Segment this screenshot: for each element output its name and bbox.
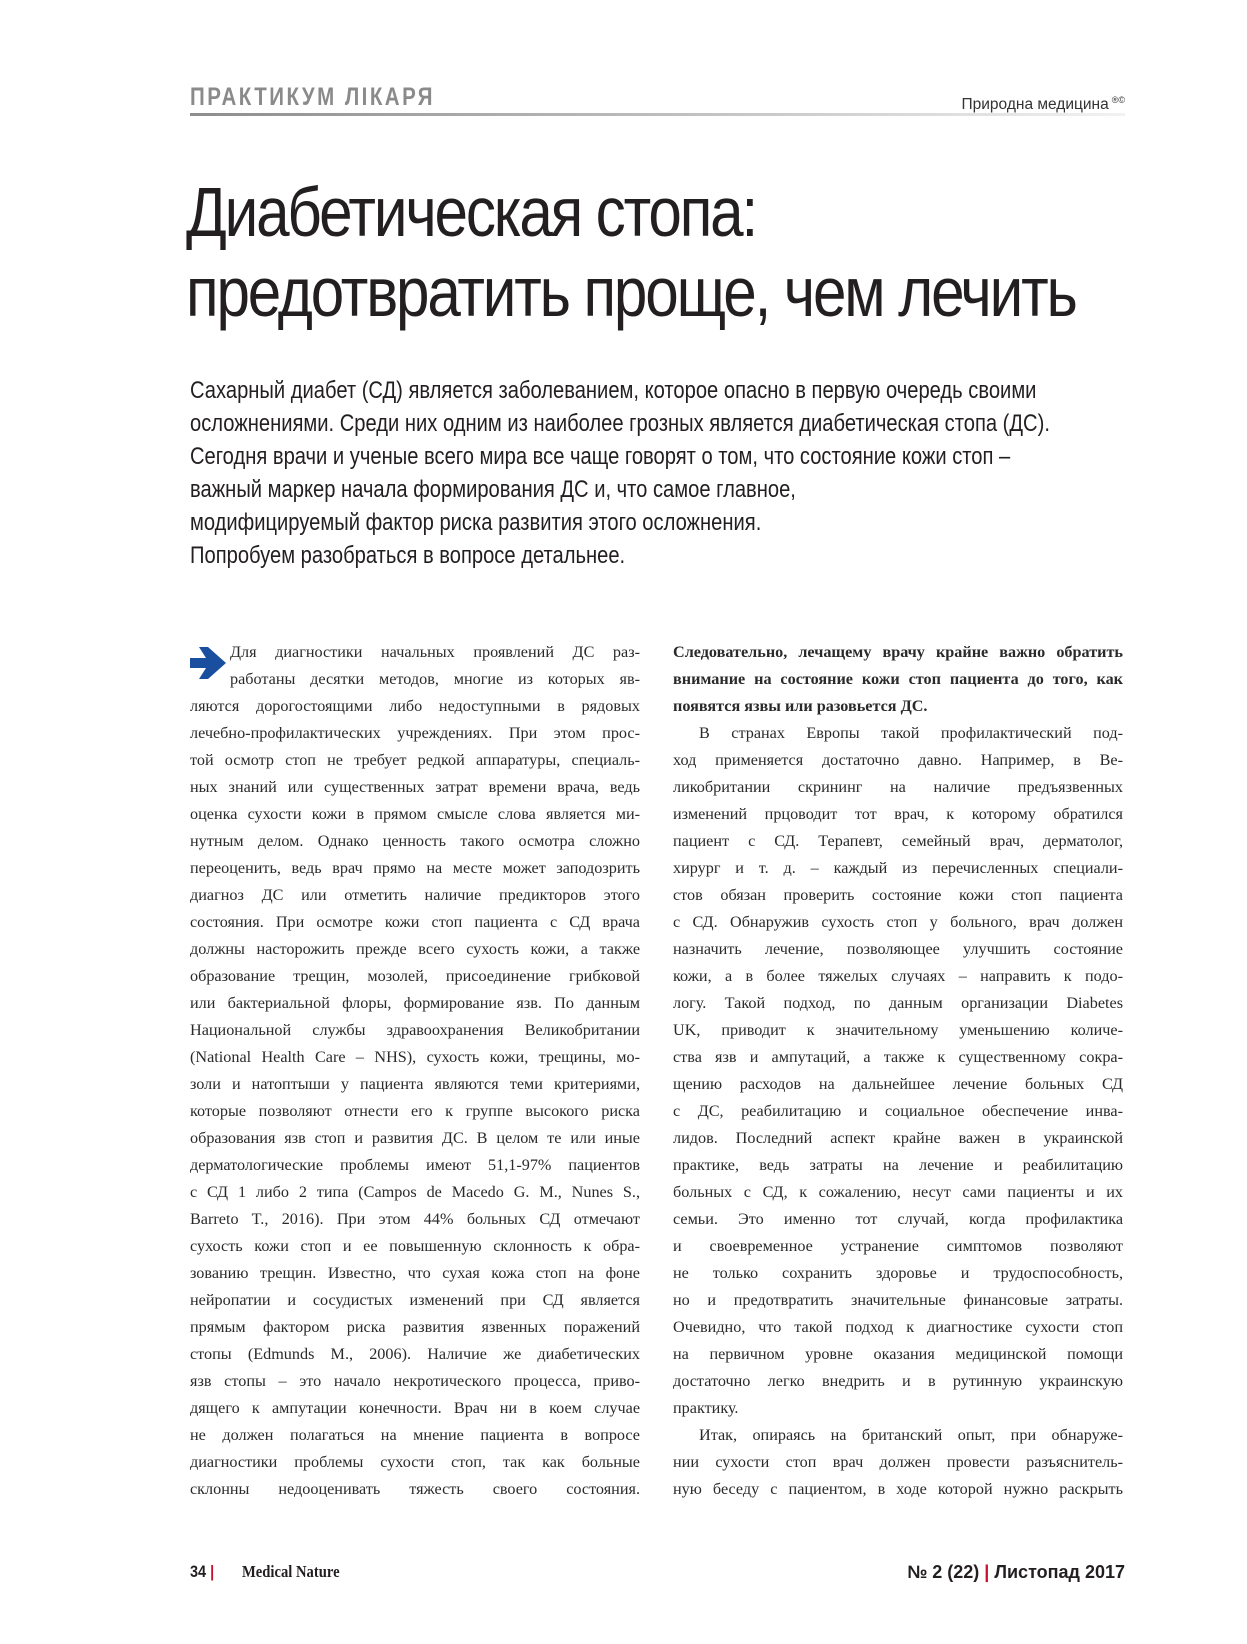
text-line: с СД 1 либо 2 типа (Campos de Macedo G. M., Nunes S., [190,1183,640,1201]
text-line: практику. [673,1399,739,1417]
text-line: логу. Такой подход, по данным организации Diabetes [673,994,1123,1012]
text-line: диагностики проблемы сухости стоп, так как больные [190,1453,640,1471]
text-line: Итак, опираясь на британский опыт, при обнаруже- [699,1426,1123,1444]
text-line: ликобритании скрининг на наличие предъязвенных [673,778,1123,796]
title-line-2: предотвратить проще, чем лечить [186,253,1076,331]
text-line: стов обязан проверить состояние кожи стоп пациента [673,886,1123,904]
text-line: стопы (Edmunds M., 2006). Наличие же диабетических [190,1345,640,1363]
text-line: назначить лечение, позволяющее улучшить состояние [673,940,1123,958]
text-line: образование трещин, мозолей, присоединение грибковой [190,967,640,985]
text-line: дерматологические проблемы имеют 51,1-97% пациентов [190,1156,640,1174]
text-line: работаны десятки методов, многие из которых яв- [230,670,640,688]
text-line: пациент с СД. Терапевт, семейный врач, дерматолог, [673,832,1123,850]
text-line: Национальной службы здравоохранения Великобритании [190,1021,640,1039]
text-line: оценка сухости кожи в прямом смысле слова является ми- [190,805,640,823]
lead-paragraph [190,374,1064,572]
lead-line: Попробуем разобраться в вопросе детальнее. [190,542,626,569]
lead-line: осложнениями. Среди них одним из наиболее грозных является диабетическая стопа (ДС). [190,410,1050,437]
text-line: Очевидно, что такой подход к диагностике сухости стоп [673,1318,1123,1336]
footer-separator-right: | [984,1562,990,1582]
text-line: (National Health Care – NHS), сухость кожи, трещины, мо- [190,1048,640,1066]
text-line: лечебно-профилактических учреждениях. При этом прос- [190,724,640,742]
text-line: состояния. При осмотре кожи стоп пациента с СД врача [190,913,640,931]
text-line: В странах Европы такой профилактический под- [699,724,1123,742]
text-line: золи и натоптыши у пациента являются теми критериями, [190,1075,640,1093]
text-line: хирург и т. д. – каждый из перечисленных специали- [673,859,1123,877]
text-line: ства язв и ампутаций, а также к существенному сокра- [673,1048,1123,1066]
registered-copyright-marks: ®© [1111,95,1125,105]
lead-line: Сахарный диабет (СД) является заболеванием, которое опасно в первую очередь своими [190,377,1037,404]
text-line: лидов. Последний аспект крайне важен в украинской [673,1129,1123,1147]
column-right [673,639,1123,1503]
text-line: изменений прцоводит тот врач, к которому обратился [673,805,1123,823]
text-line: нии сухости стоп врач должен провести разъяснитель- [673,1453,1123,1471]
text-line: диагноз ДС или отметить наличие предикторов этого [190,886,640,904]
page-number: 34 [190,1562,207,1581]
text-line: ляются дорогостоящими либо недоступными в рядовых [190,697,640,715]
text-line: Для диагностики начальных проявлений ДС раз- [230,643,640,661]
text-line: которые позволяют отнести его к группе высокого риска [190,1102,640,1120]
issue-number: № 2 (22) [907,1562,980,1582]
text-line: нейропатии и сосудистых изменений при СД является [190,1291,640,1309]
brand-label [962,90,1125,115]
text-line: появятся язвы или разовьется ДС. [673,697,928,715]
text-line: должны насторожить прежде всего сухость кожи, а также [190,940,640,958]
text-line: той осмотр стоп не требует редкой аппаратуры, специаль- [190,751,640,769]
text-line: больных с СД, к сожалению, несут сами пациенты и их [673,1183,1123,1201]
lead-line: важный маркер начала формирования ДС и, что самое главное, [190,476,796,503]
text-line: но и предотвратить значительные финансовые затраты. [673,1291,1123,1309]
text-line: Следовательно, лечащему врачу крайне важно обратить [673,643,1123,661]
text-line: зованию трещин. Известно, что сухая кожа стоп на фоне [190,1264,640,1282]
text-line: Barreto T., 2016). При этом 44% больных СД отмечают [190,1210,640,1228]
text-line: склонны недооценивать тяжесть своего состояния. [190,1480,640,1498]
text-line: кожи, а в более тяжелых случаях – направить к подо- [673,967,1123,985]
text-line: с ДС, реабилитацию и социальное обеспечение инва- [673,1102,1123,1120]
text-line: образования язв стоп и развития ДС. В целом те или иные [190,1129,640,1147]
page-number-block [190,1562,214,1582]
column-left [190,639,640,1503]
text-line: ход применяется достаточно давно. Например, в Ве- [673,751,1123,769]
footer-separator: | [210,1562,215,1581]
title-line-1: Диабетическая стопа: [186,173,757,251]
lead-line: Сегодня врачи и ученые всего мира все чаще говорят о том, что состояние кожи стоп – [190,443,1011,470]
text-line: практике, ведь затраты на лечение и реабилитацию [673,1156,1123,1174]
text-line: не только сохранить здоровье и трудоспособность, [673,1264,1123,1282]
text-line: не должен полагаться на мнение пациента в вопросе [190,1426,640,1444]
text-line: нутным делом. Однако ценность такого осмотра сложно [190,832,640,850]
issue-info [907,1562,1125,1583]
text-line: ных знаний или существенных затрат времени врача, ведь [190,778,640,796]
text-line: дящего к ампутации конечности. Врач ни в коем случае [190,1399,640,1417]
brand-name: Природна медицина [961,96,1109,113]
magazine-name: Medical Nature [242,1562,340,1581]
text-line: прямым фактором риска развития язвенных поражений [190,1318,640,1336]
text-line: семьи. Это именно тот случай, когда профилактика [673,1210,1123,1228]
text-line: сухость кожи стоп и ее повышенную склонность к обра- [190,1237,640,1255]
text-line: на первичном уровне оказания медицинской помощи [673,1345,1123,1363]
text-line: ную беседу с пациентом, в ходе которой нужно раскрыть [673,1480,1123,1498]
lead-line: модифицируемый фактор риска развития этого осложнения. [190,509,762,536]
article-title [186,172,1076,332]
text-line: достаточно легко внедрить и в рутинную украинскую [673,1372,1123,1390]
text-line: язв стопы – это начало некротического процесса, приво- [190,1372,640,1390]
page-footer [190,1562,1125,1592]
text-line: переоценить, ведь врач прямо на месте может заподозрить [190,859,640,877]
section-title: ПРАКТИКУМ ЛІКАРЯ [190,83,435,111]
text-line: UK, приводит к значительному уменьшению количе- [673,1021,1123,1039]
text-line: внимание на состояние кожи стоп пациента до того, как [673,670,1123,688]
issue-date: Листопад 2017 [994,1562,1125,1582]
text-line: с СД. Обнаружив сухость стоп у больного, врач должен [673,913,1123,931]
header-rule [190,113,1125,116]
text-line: или бактериальной флоры, формирование язв. По данным [190,994,640,1012]
text-line: щению расходов на дальнейшее лечение больных СД [673,1075,1123,1093]
text-line: и своевременное устранение симптомов позволяют [673,1237,1123,1255]
running-header [190,82,1125,114]
